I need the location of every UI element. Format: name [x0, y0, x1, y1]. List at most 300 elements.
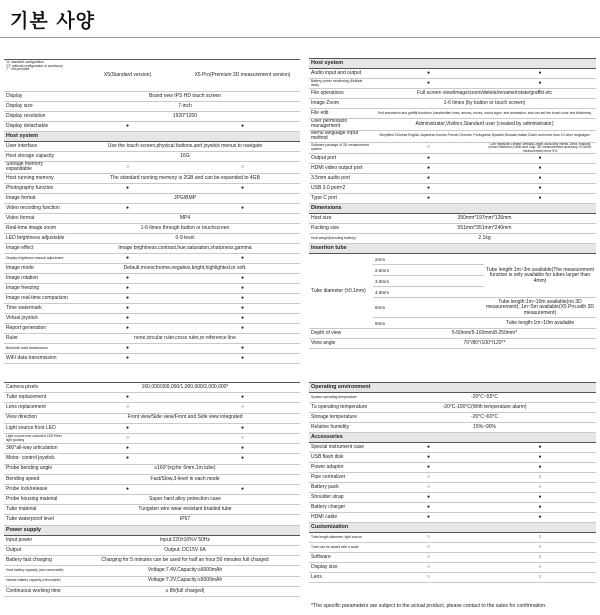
section-title: Host system: [309, 59, 596, 69]
spec-row-display: [4, 92, 300, 102]
spec-label: Battery charger: [309, 503, 373, 513]
spec-value: Charging for 5 minutes can be used for half an hour;50 minutes full charged: [70, 556, 300, 566]
spec-row-time-watermark: [4, 303, 300, 313]
spec-row-light-source-rear-mounted-led-fiber-ligh: [4, 433, 300, 443]
tube-diameter-label: Tube diameter (±0.1mm): [309, 254, 373, 329]
x5-value: ●: [373, 69, 484, 79]
spec-row-pipe-centralizer: [309, 473, 596, 483]
spec-row-input-power: [4, 535, 300, 545]
x5pro-value: ○: [185, 433, 300, 443]
spec-label: Battery power monitoring (Multiple data): [309, 79, 373, 89]
section-header-operating-environment: [309, 383, 596, 393]
spec-label: Host running memory: [4, 173, 70, 183]
spec-label: Camera pixels: [4, 383, 70, 393]
x5-value: ○: [373, 553, 484, 563]
spec-label: Menu language Input method: [309, 130, 373, 142]
spec-row-software-package-of-3d-measurement-syste: [309, 142, 596, 154]
spec-label: Bending speed: [4, 474, 70, 484]
spec-row-photography-function: [4, 183, 300, 193]
spec-label: Bluetooth data transmission: [4, 343, 70, 353]
spec-row-image-format: [4, 193, 300, 203]
tube-size: 6mm: [373, 298, 484, 318]
section-header-host-system-left: [4, 132, 300, 142]
x5-value: ●: [70, 423, 185, 433]
spec-label: Image freezing: [4, 283, 70, 293]
spec-label: Output: [4, 546, 70, 556]
table-header-row: [4, 60, 300, 92]
spec-row-output-port: [309, 154, 596, 164]
spec-label: Tube can be added with a scale: [309, 543, 373, 553]
spec-table-right-top: [309, 58, 596, 349]
spec-label: Software package of 3D measurement system: [309, 142, 373, 154]
spec-row-battery-charger: [309, 503, 596, 513]
spec-value: Image brightness,contrast,hue,saturation,sharpness,gamma: [70, 243, 300, 253]
x5-value: ●: [373, 493, 484, 503]
spec-row-report-generation: [4, 323, 300, 333]
spec-label: Image rotation: [4, 273, 70, 283]
spec-row-usb-3-0-port-2: [309, 184, 596, 194]
x5pro-value: ●: [484, 453, 596, 463]
spec-label: Battery pack: [309, 483, 373, 493]
spec-label: Special instrument case: [309, 443, 373, 453]
x5pro-value: ●: [185, 444, 300, 454]
x5-value: ●: [70, 343, 185, 353]
x5-value: ○: [373, 533, 484, 543]
spec-value: Fast/Slow,3-level in each mode: [70, 474, 300, 484]
x5-value: ●: [373, 154, 484, 164]
x5pro-value: Can measure Length,Vertical,Depth,Multi-seg ments, Area, Missing corner,Skeleton,Circle and Gap. 3D measurement accuracy 0.01mm, measurement error 5%: [484, 142, 596, 154]
spec-row-host-weight-including-battery: [309, 234, 596, 244]
spec-row-tube-can-be-added-with-a-scale: [309, 543, 596, 553]
spec-value: MP4: [70, 213, 300, 223]
spec-label: LED brightness adjustable: [4, 233, 70, 243]
spec-label: USB 3.0 port×2: [309, 184, 373, 194]
spec-value: Super hard alloy protection case: [70, 495, 300, 505]
x5-value: ●: [70, 273, 185, 283]
x5pro-value: ●: [185, 183, 300, 193]
spec-label: Input power: [4, 535, 70, 545]
spec-table-left-top: [4, 59, 300, 364]
x5pro-value: ●: [185, 203, 300, 213]
x5pro-value: ●: [484, 503, 596, 513]
spec-value: Voltage:7.4V,Capacity:≥6000mAh: [70, 566, 300, 576]
spec-row-menu-language-input-method: [309, 130, 596, 142]
spec-label: View direction: [4, 413, 70, 423]
spec-row-bluetooth-data-transmission: [4, 343, 300, 353]
spec-label: Shoulder strap: [309, 493, 373, 503]
spec-row-storage-memory-expandable: [4, 162, 300, 174]
spec-label: System operating temperature: [309, 393, 373, 403]
x5pro-value: ○: [484, 473, 596, 483]
spec-label: Depth of view: [309, 329, 373, 339]
spec-label: Software: [309, 553, 373, 563]
x5pro-value: ●: [185, 423, 300, 433]
x5pro-value: ●: [185, 293, 300, 303]
section-header-insertion-tube: [309, 244, 596, 254]
spec-value: Full screen view/image/zoom/delete/rename/rotate/graffiti etc: [373, 89, 596, 99]
section-header-accessories: [309, 433, 596, 443]
spec-row-view-direction: [4, 413, 300, 423]
x5pro-value: ●: [185, 283, 300, 293]
spec-row-lens: [309, 573, 596, 583]
spec-label: Light source:front LED: [4, 423, 70, 433]
tube-size-row: [309, 254, 596, 265]
spec-row-video-format: [4, 213, 300, 223]
x5-value: ●: [70, 303, 185, 313]
spec-table-left-bottom: [4, 382, 300, 597]
x5pro-value: ●: [185, 323, 300, 333]
spec-row-host-size: [309, 214, 596, 224]
spec-label: Output port: [309, 154, 373, 164]
spec-row-handle-battery-capacity-removable: [4, 576, 300, 586]
x5-value: ●: [70, 484, 185, 494]
x5-value: ●: [373, 79, 484, 89]
x5pro-value: ○: [484, 563, 596, 573]
spec-label: Photography function: [4, 183, 70, 193]
spec-label: HDMI cable: [309, 513, 373, 523]
spec-row-tube-length-diameter-light-source: [309, 533, 596, 543]
spec-label: File operations: [309, 89, 373, 99]
x5-value: ●: [373, 443, 484, 453]
spec-row-usb-flash-disk: [309, 453, 596, 463]
x5pro-value: ●: [484, 513, 596, 523]
spec-row-tube-replacement: [4, 393, 300, 403]
spec-value: ≥ 8h(full charged): [70, 586, 300, 596]
x5-value: ●: [373, 463, 484, 473]
spec-row-image-effect: [4, 243, 300, 253]
spec-label: Pipe centralizer: [309, 473, 373, 483]
x5pro-value: ●: [484, 194, 596, 204]
spec-value: 1-6 times through button or touchscreen: [70, 223, 300, 233]
spec-value: none,circular ruler,cross ruler,or reference line: [70, 333, 300, 343]
spec-value: 350mm*197mm*126mm: [373, 214, 596, 224]
x5-value: ●: [70, 122, 185, 132]
spec-label: Real-time image zoom: [4, 223, 70, 233]
section-title: Accessories: [309, 433, 596, 443]
spec-value: -20°C~55°C: [373, 393, 596, 403]
x5pro-value: ●: [484, 154, 596, 164]
spec-table-right-bottom: [309, 382, 596, 583]
x5pro-value: ●: [185, 353, 300, 363]
spec-row-light-source-front-led: [4, 423, 300, 433]
spec-row-tu-operating-temperature: [309, 403, 596, 413]
spec-row-battery-pack: [309, 483, 596, 493]
spec-row-battery-power-monitoring-multiple-data: [309, 79, 596, 89]
spec-row-probe-lock-release: [4, 484, 300, 494]
x5-value: ●: [373, 184, 484, 194]
x5-value: ○: [373, 473, 484, 483]
x5-value: ●: [70, 283, 185, 293]
spec-row-audio-input-and-output: [309, 69, 596, 79]
spec-row-display-detachable: [4, 122, 300, 132]
x5pro-value: ○: [484, 483, 596, 493]
spec-value: 2.1kg: [373, 234, 596, 244]
spec-label: Host weight(including battery): [309, 234, 373, 244]
x5pro-value: ●: [185, 122, 300, 132]
spec-label: Image format: [4, 193, 70, 203]
spec-value: Input:220±10%V 50Hz: [70, 535, 300, 545]
spec-row-display-brightness-manual-adjustment: [4, 253, 300, 263]
spec-label: User permission management: [309, 119, 373, 131]
section-title: Dimensions: [309, 204, 596, 214]
tube-length-value: Tube length:1m~10m available: [484, 318, 596, 329]
x5pro-value: ●: [484, 184, 596, 194]
x5pro-value: ●: [484, 164, 596, 174]
spec-label: Packing size: [309, 224, 373, 234]
x5pro-value: ●: [484, 443, 596, 453]
tube-size: 4.8mm: [373, 287, 484, 298]
spec-value: 551mm*351mm*240mm: [373, 224, 596, 234]
spec-value: 5-50mm/5-100mm/8-250mm*: [373, 329, 596, 339]
spec-row-relative-humidity: [309, 423, 596, 433]
spec-value: IP67: [70, 515, 300, 525]
spec-value: -20°C~60°C: [373, 413, 596, 423]
spec-label: Probe bending angle: [4, 464, 70, 474]
section-title: Operating environment: [309, 383, 596, 393]
spec-row-display-size: [309, 563, 596, 573]
spec-row-virtual-joystick: [4, 313, 300, 323]
spec-row-file-edit: [309, 109, 596, 119]
spec-row-real-time-image-zoom: [4, 223, 300, 233]
spec-value: Administrator,Visitors,Standard user (created by administrator): [373, 119, 596, 131]
spec-label: Image effect: [4, 243, 70, 253]
x5-value: ○: [70, 403, 185, 413]
x5pro-value: ●: [185, 454, 300, 464]
spec-label: HDMI video output port: [309, 164, 373, 174]
tube-size: 2mm: [373, 254, 484, 265]
spec-value: Front view/Side view/Front and Side view integrated: [70, 413, 300, 423]
spec-label: File edit: [309, 109, 373, 119]
spec-row-3-5mm-audio-port: [309, 174, 596, 184]
x5-value: ○: [373, 563, 484, 573]
spec-row-host-running-memory: [4, 173, 300, 183]
spec-row-shoulder-strap: [309, 493, 596, 503]
spec-row-output: [4, 546, 300, 556]
spec-label: Probe housing material: [4, 495, 70, 505]
spec-label: Time watermark: [4, 303, 70, 313]
spec-value: 0-9 level: [70, 233, 300, 243]
spec-value: Voltage:7.2V,Capacity:≥5000mAh: [70, 576, 300, 586]
spec-label: Ruler: [4, 333, 70, 343]
x5-value: ●: [373, 194, 484, 204]
spec-label: View angle: [309, 339, 373, 349]
spec-row-ruler: [4, 333, 300, 343]
x5pro-value: ○: [484, 553, 596, 563]
spec-row-user-interface: [4, 142, 300, 152]
x5-value: ●: [70, 353, 185, 363]
x5pro-value: ●: [484, 69, 596, 79]
x5-value: ○: [373, 543, 484, 553]
x5-value: ●: [70, 253, 185, 263]
spec-label: Image Zoom: [309, 99, 373, 109]
spec-row-led-brightness-adjustable: [4, 233, 300, 243]
spec-label: Storage memory expandable: [4, 162, 70, 174]
x5pro-value: ●: [185, 343, 300, 353]
spec-row-power-adaptor: [309, 463, 596, 473]
spec-label: Display size: [309, 563, 373, 573]
spec-row-video-recording-function: [4, 203, 300, 213]
x5pro-value: ●: [484, 463, 596, 473]
tube-size: 8mm: [373, 318, 484, 329]
spec-row-view-angle: [309, 339, 596, 349]
spec-label: Type C port: [309, 194, 373, 204]
spec-row-camera-pixels: [4, 383, 300, 393]
x5pro-value: ○: [484, 533, 596, 543]
spec-label: Handle battery capacity (removable): [4, 576, 70, 586]
spec-row-storage-temperature: [309, 413, 596, 423]
tube-length-value: Tube length:1m~3m available(The measurement function is only available for tubes larger than 4mm): [484, 254, 596, 298]
spec-row-image-mode: [4, 263, 300, 273]
legend-cell: [4, 60, 70, 92]
x5pro-value: ●: [185, 273, 300, 283]
spec-label: Audio input and output: [309, 69, 373, 79]
spec-row-type-c-port: [309, 194, 596, 204]
x5pro-value: ●: [484, 79, 596, 89]
spec-row-packing-size: [309, 224, 596, 234]
spec-value: Brand new IPS HD touch screen: [70, 92, 300, 102]
spec-label: 360°all-way articulation: [4, 444, 70, 454]
legend-line: "●" standard configuration: [6, 60, 44, 64]
spec-value: 7-inch: [70, 102, 300, 112]
spec-value: Tungsten wire wear-resistant braided tube: [70, 505, 300, 515]
spec-value: The standard running memory is 2GB and can be expanded to 4GB: [70, 173, 300, 183]
x5pro-value: ●: [185, 303, 300, 313]
footnote: *The specific parameters are subject to the actual product, please contact to the sales for confirmation.: [311, 603, 547, 609]
x5-value: ●: [373, 503, 484, 513]
spec-label: Host size: [309, 214, 373, 224]
spec-label: Tube waterproof level: [4, 515, 70, 525]
spec-label: Display resolution: [4, 112, 70, 122]
spec-label: Light source:rear-mounted LED+fiber light guiding: [4, 433, 70, 443]
x5-value: ●: [70, 454, 185, 464]
tube-length-value: Tube length:1m~10m available(no 3D measurement); 1m~5m available(X5 Pro.with 3D measurement): [484, 298, 596, 318]
spec-row-hdmi-video-output-port: [309, 164, 596, 174]
spec-label: 3.5mm audio port: [309, 174, 373, 184]
spec-row-probe-housing-material: [4, 495, 300, 505]
x5pro-value: ○: [185, 162, 300, 174]
spec-row-host-storage-capacity: [4, 152, 300, 162]
x5-column-header: X5(Standard version): [70, 60, 185, 92]
spec-label: Display brightness manual adjustment: [4, 253, 70, 263]
spec-row-image-freezing: [4, 283, 300, 293]
spec-label: Motor- control joystick: [4, 454, 70, 464]
section-title: Insertion tube: [309, 244, 596, 254]
spec-label: Storage temperature: [309, 413, 373, 423]
section-header-dimensions: [309, 204, 596, 214]
spec-row-image-rotation: [4, 273, 300, 283]
spec-row-360-all-way-articulation: [4, 444, 300, 454]
section-title: Host system: [4, 132, 300, 142]
x5-value: ●: [70, 183, 185, 193]
x5-value: ●: [70, 444, 185, 454]
x5-value: ●: [70, 203, 185, 213]
spec-label: Probe lock/release: [4, 484, 70, 494]
spec-row-image-real-time-comparison: [4, 293, 300, 303]
spec-label: Report generation: [4, 323, 70, 333]
x5pro-value: ●: [185, 393, 300, 403]
spec-row-lens-replacement: [4, 403, 300, 413]
x5-value: ●: [70, 313, 185, 323]
spec-row-user-permission-management: [309, 119, 596, 131]
spec-value: Use the touch screen,physical buttons,and joystick menus to navigate: [70, 142, 300, 152]
x5pro-value: ○: [484, 543, 596, 553]
spec-value: Simplified Chinese,English,Japanese,Korean,French,German, Portuguese,Spanish,Russian,Italian,Dutch and more than 10 other languages: [373, 130, 596, 142]
x5-value: ●: [70, 293, 185, 303]
spec-row-bending-speed: [4, 474, 300, 484]
spec-row-hdmi-cable: [309, 513, 596, 523]
title-divider: [0, 37, 600, 38]
spec-value: Output: DC15V 6A: [70, 546, 300, 556]
spec-value: JPG/BMP: [70, 193, 300, 203]
spec-value: Text annotation and graffiti functions (handwritten lines, arrows, boxes, round signs, text annotation, and can set the brush color and thickness): [373, 109, 596, 119]
legend-line: "/ " not provided: [6, 67, 30, 71]
tube-size: 2.8mm: [373, 265, 484, 276]
x5pro-value: ○: [185, 403, 300, 413]
x5-value: ○: [373, 142, 484, 154]
spec-row-battery-fast-charging: [4, 556, 300, 566]
x5-value: ●: [373, 164, 484, 174]
spec-label: Video recording function: [4, 203, 70, 213]
page-title: 기본 사양: [10, 10, 96, 32]
tube-size: 3.9mm: [373, 276, 484, 287]
x5-value: ○: [373, 573, 484, 583]
spec-row-tube-material: [4, 505, 300, 515]
spec-row-continuous-working-time: [4, 586, 300, 596]
spec-label: Lens replacement: [4, 403, 70, 413]
section-header-customization: [309, 523, 596, 533]
spec-row-display-size: [4, 102, 300, 112]
spec-label: WiFi data transmission: [4, 353, 70, 363]
spec-label: Tube material: [4, 505, 70, 515]
spec-row-wifi-data-transmission: [4, 353, 300, 363]
spec-row-display-resolution: [4, 112, 300, 122]
spec-label: Power adaptor: [309, 463, 373, 473]
spec-value: 1-6 times (by button or touch screen): [373, 99, 596, 109]
section-header-power-supply: [4, 525, 300, 535]
spec-row-motor-control-joystick: [4, 454, 300, 464]
x5-value: ●: [373, 174, 484, 184]
spec-row-probe-bending-angle: [4, 464, 300, 474]
x5pro-value: ●: [185, 253, 300, 263]
x5pro-value: ●: [185, 484, 300, 494]
spec-label: Continuous working time: [4, 586, 70, 596]
spec-value: ≥160°(eg:for 6mm,1m tube): [70, 464, 300, 474]
spec-label: Battery fast charging: [4, 556, 70, 566]
spec-label: Relative humidity: [309, 423, 373, 433]
spec-label: User interface: [4, 142, 70, 152]
spec-label: Lens: [309, 573, 373, 583]
spec-value: 16G: [70, 152, 300, 162]
x5-value: ○: [70, 433, 185, 443]
legend-line: "O" optional configuration or accessory: [6, 63, 63, 68]
spec-row-special-instrument-case: [309, 443, 596, 453]
spec-value: -20°C-100°C(With temperature alarm): [373, 403, 596, 413]
x5pro-column-header: X5 Pro(Premium 3D measurement version): [185, 60, 300, 92]
spec-label: Image real-time comparison: [4, 293, 70, 303]
spec-row-software: [309, 553, 596, 563]
spec-label: Display size: [4, 102, 70, 112]
spec-value: Default,monochrome,negative,bright,highlighted,or soft.: [70, 263, 300, 273]
x5-value: ○: [70, 162, 185, 174]
spec-row-depth-of-view: [309, 329, 596, 339]
spec-row-file-operations: [309, 89, 596, 99]
section-title: Power supply: [4, 525, 300, 535]
spec-value: 70°/80°/100°/120°*: [373, 339, 596, 349]
spec-label: Video format: [4, 213, 70, 223]
x5-value: ●: [373, 513, 484, 523]
spec-label: Display: [4, 92, 70, 102]
spec-value: 15%~90%: [373, 423, 596, 433]
